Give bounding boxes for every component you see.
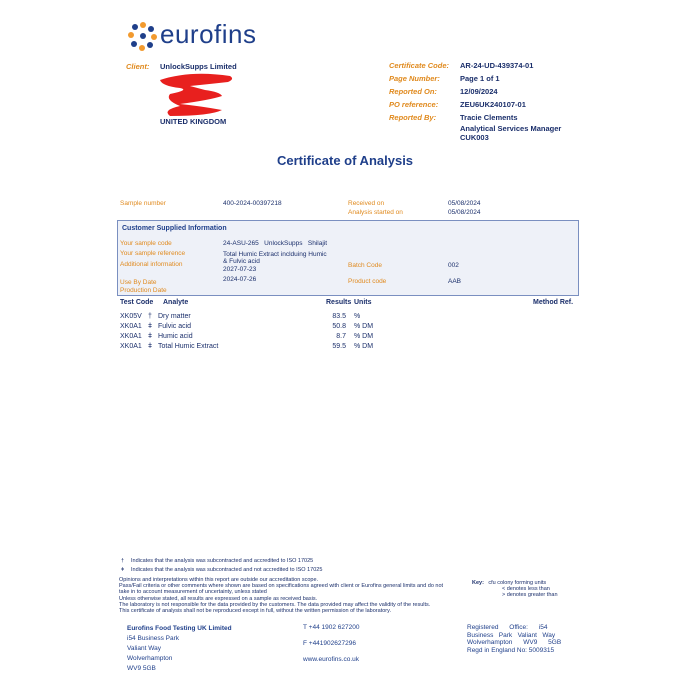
po-reference-value: ZEU6UK240107-01	[460, 100, 526, 109]
key-greater-than: > denotes greater than	[502, 592, 558, 599]
reported-on-value: 12/09/2024	[460, 87, 498, 96]
row-accreditation-mark: ǂ	[148, 323, 153, 330]
row-test-code: XK0A1	[120, 323, 142, 330]
footer-website-link[interactable]: www.eurofins.co.uk	[303, 656, 359, 663]
sample-number-value: 400-2024-00397218	[223, 200, 282, 207]
client-label: Client:	[126, 62, 150, 71]
analysis-started-label: Analysis started on	[348, 209, 403, 216]
eurofins-dots-icon	[128, 21, 158, 51]
disclaimer-line: Unless otherwise stated, all results are expressed on a sample as received basis.	[119, 595, 318, 602]
sample-code-value: 24-ASU-265 UnlockSupps Shilajit	[223, 240, 328, 247]
row-analyte: Fulvic acid	[158, 323, 192, 330]
row-result: 8.7	[336, 333, 346, 340]
footnote-1: Indicates that the analysis was subcontracted and accredited to ISO 17025	[131, 558, 314, 564]
additional-info-value: 2027-07-23	[223, 266, 257, 273]
client-country: UNITED KINGDOM	[160, 117, 227, 126]
row-test-code: XK05V	[120, 313, 142, 320]
po-reference-label: PO reference:	[389, 100, 439, 109]
disclaimer	[119, 577, 469, 614]
row-accreditation-mark: †	[148, 313, 152, 320]
reported-on-label: Reported On:	[389, 87, 437, 96]
table-row	[120, 333, 580, 342]
footer-address-line: Valiant Way	[127, 645, 161, 652]
use-by-date-value: 2024-07-26	[223, 276, 257, 283]
disclaimer-line: This certificate of analysis shall not be reproduced except in full, without the written permission of the laboratory.	[119, 608, 391, 615]
logo-text: eurofins	[160, 19, 257, 49]
product-code-value: AAB	[448, 278, 462, 285]
footnote-1-mark: †	[121, 558, 125, 564]
row-result: 59.5	[332, 343, 346, 350]
registration-line: Registered Office: i54	[467, 624, 548, 631]
row-accreditation-mark: ǂ	[148, 343, 153, 350]
footer-fax: F +441902627296	[303, 640, 356, 647]
page-title: Certificate of Analysis	[276, 153, 414, 168]
certificate-code-label: Certificate Code:	[389, 61, 450, 70]
row-test-code: XK0A1	[120, 343, 142, 350]
disclaimer-line: Pass/Fail criteria or other comments where shown are based on specifications agreed with client or Eurofins general limits and do not	[119, 583, 444, 590]
key-legend	[472, 577, 582, 599]
header-test-code: Test Code	[120, 299, 154, 306]
footnote-2-mark: ǂ	[121, 567, 125, 573]
reporter-code: CUK003	[460, 133, 489, 142]
table-row	[120, 313, 580, 322]
eurofins-logo	[128, 19, 268, 53]
row-analyte: Dry matter	[158, 313, 191, 320]
sample-reference-value-1: Total Humic Extract inclduing Humic	[223, 251, 327, 258]
product-code-label: Product code	[348, 278, 387, 285]
sample-number-label: Sample number	[120, 200, 166, 207]
registration-line: Business Park Valiant Way	[467, 631, 556, 639]
header-method-ref: Method Ref.	[533, 299, 574, 306]
batch-code-label: Batch Code	[348, 262, 382, 269]
disclaimer-line: take in to account measurement of uncertainty, unless stated	[119, 589, 267, 596]
table-row	[120, 343, 580, 352]
footer-address	[127, 624, 232, 674]
page-number-value: Page 1 of 1	[460, 74, 500, 83]
footer-address-line: i54 Business Park	[127, 635, 180, 642]
row-unit: % DM	[354, 333, 374, 340]
row-unit: % DM	[354, 343, 374, 350]
reported-by-value: Tracie Clements	[460, 113, 518, 122]
batch-code-value: 002	[448, 262, 459, 269]
analysis-started-value: 05/08/2024	[448, 209, 481, 216]
header-analyte: Analyte	[163, 299, 189, 306]
customer-info-box	[117, 220, 579, 296]
row-unit: %	[354, 313, 361, 320]
footer-address-line: Wolverhampton	[127, 655, 173, 662]
footer-registration	[467, 624, 561, 654]
customer-info-heading: Customer Supplied Information	[122, 225, 227, 232]
row-unit: % DM	[354, 323, 374, 330]
row-analyte: Humic acid	[158, 333, 193, 340]
key-cfu: cfu colony forming units	[488, 580, 547, 586]
reported-by-label: Reported By:	[389, 113, 437, 122]
header-results: Results	[326, 299, 352, 306]
row-analyte: Total Humic Extract	[158, 343, 219, 350]
additional-info-label: Additional information	[120, 261, 183, 268]
sample-reference-label: Your sample reference	[120, 250, 186, 257]
row-result: 50.8	[332, 323, 346, 330]
row-result: 83.5	[332, 313, 346, 320]
received-on-value: 05/08/2024	[448, 200, 481, 207]
footer-telephone: T +44 1902 627200	[303, 624, 360, 631]
use-by-date-label: Use By Date	[120, 279, 157, 286]
footnote-2: Indicates that the analysis was subcontracted and not accredited to ISO 17025	[131, 567, 323, 573]
disclaimer-line: The laboratory is not responsible for the data provided by the customers. The data provided may affect the validity of the results.	[119, 601, 431, 608]
sample-reference-value-2: & Fulvic acid	[223, 258, 260, 265]
row-accreditation-mark: ǂ	[148, 333, 153, 340]
disclaimer-line: Opinions and interpretations within this report are outside our accreditation scope.	[119, 577, 319, 583]
page-number-label: Page Number:	[389, 74, 440, 83]
reporter-title: Analytical Services Manager	[460, 124, 562, 133]
certificate-fields	[389, 61, 599, 142]
certificate-code-value: AR-24-UD-439374-01	[460, 61, 534, 70]
footer-company: Eurofins Food Testing UK Limited	[127, 625, 232, 632]
key-label: Key:	[472, 580, 484, 586]
footer-address-line: WV9 5GB	[127, 665, 156, 672]
sample-code-label: Your sample code	[120, 240, 172, 247]
client-name: UnlockSupps Limited	[160, 62, 237, 71]
received-on-label: Received on	[348, 200, 385, 207]
row-test-code: XK0A1	[120, 333, 142, 340]
redaction-mark	[150, 70, 240, 120]
table-row	[120, 323, 580, 332]
key-less-than: < denotes less than	[502, 586, 550, 593]
header-units: Units	[354, 299, 372, 306]
registration-line: Regd in England No: 5009315	[467, 646, 555, 654]
production-date-label: Production Date	[120, 287, 167, 294]
registration-line: Wolverhampton WV9 5GB	[467, 639, 562, 646]
